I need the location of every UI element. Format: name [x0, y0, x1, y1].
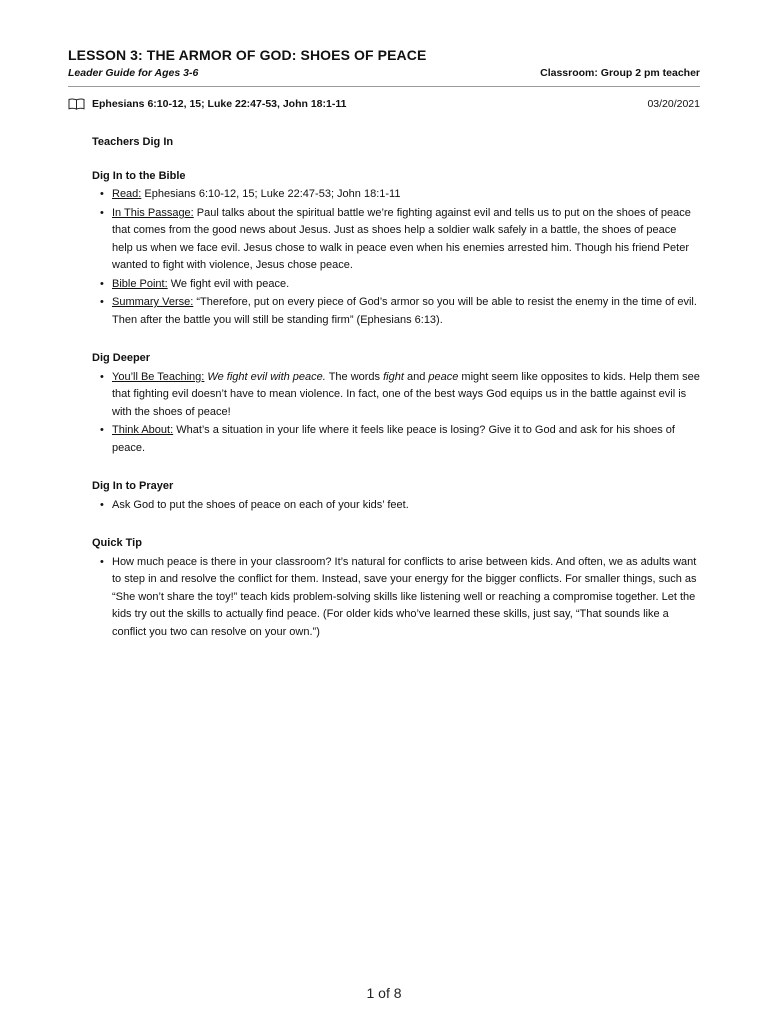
item-label: Think About: [112, 424, 174, 436]
item-label: Bible Point: [112, 277, 168, 290]
lesson-content [92, 134, 700, 662]
item-text: might seem like opposites to kids. Help them see that fighting evil doesn’t have to mean violence. In fact, one of the best ways God equips us in the battle against evil is with the shoes of peace! [112, 370, 700, 418]
item-text: Ask God to put the shoes of peace on each of your kids’ feet. [112, 498, 409, 511]
section-title: Quick Tip [92, 537, 142, 549]
section-title: Dig In to the Bible [92, 169, 186, 182]
header-divider [68, 86, 700, 87]
item-text: We fight evil with peace. [167, 277, 290, 290]
bullet-list [92, 369, 700, 458]
item-label: In This Passage: [112, 206, 194, 219]
page-indicator: 1 of 8 [366, 985, 402, 1001]
document-header [68, 46, 700, 80]
scripture-references [68, 97, 346, 111]
item-text: The words [325, 370, 384, 383]
item-label: Read: [112, 188, 142, 200]
item-label: You’ll Be Teaching: [112, 370, 205, 383]
item-emphasis: fight [383, 370, 404, 383]
bullet-list [92, 497, 700, 515]
section-dig-deeper [92, 350, 700, 457]
scripture-text: Ephesians 6:10-12, 15; Luke 22:47-53, John 18:1-11 [92, 98, 347, 110]
list-item-think-about [112, 422, 700, 457]
section-prayer [92, 478, 700, 514]
scripture-bar [68, 97, 700, 111]
bullet-list [92, 554, 700, 642]
item-text: “Therefore, put on every piece of God’s armor so you will be able to resist the enemy in the time of evil. Then after the battle you will still be standing firm” (Ephesians 6:13). [112, 296, 697, 326]
book-icon [68, 98, 85, 110]
subheader [68, 66, 700, 80]
item-emphasis: peace [428, 370, 459, 383]
list-item-passage [112, 205, 700, 275]
item-text: How much peace is there in your classroom? It’s natural for conflicts to arise between kids. And often, we as adults want to step in and resolve the conflict for them. Instead, save your energy for the bigger conflicts. For smaller things, such as “She won’t share the toy!” teach kids problem-solving skills like listening well or reaching a compromise together. Let the kids try out the skills to actually find peace. (For older kids who’ve learned these skills, just say, “That sounds like a conflict you two can resolve on your own.”) [112, 555, 697, 638]
list-item-bible-point [112, 276, 700, 294]
item-text: What’s a situation in your life where it feels like peace is losing? Give it to God and ask for his shoes of peace. [112, 424, 675, 454]
lesson-title: LESSON 3: THE ARMOR OF GOD: SHOES OF PEACE [68, 47, 427, 63]
item-label: Summary Verse: [112, 296, 194, 308]
item-text: Paul talks about the spiritual battle we’re fighting against evil and tells us to put on the shoes of peace that comes from the good news about Jesus. Just as shoes help a soldier walk safely in a battle, the shoes of peace help us when we face evil. Jesus chose to walk in peace even when his enemies arrested him. Though his friend Peter wanted to fight with violence, Jesus chose peace. [112, 206, 691, 271]
list-item-summary-verse [112, 294, 700, 329]
section-title: Dig In to Prayer [92, 480, 174, 492]
section-bible [92, 168, 700, 330]
item-emphasis: We fight evil with peace. [207, 370, 326, 383]
item-text: Ephesians 6:10-12, 15; Luke 22:47-53; John 18:1-11 [141, 188, 401, 200]
list-item-read [112, 186, 700, 204]
classroom-label: Classroom: Group 2 pm teacher [540, 67, 700, 79]
bullet-list [92, 186, 700, 329]
lesson-date: 03/20/2021 [647, 98, 700, 110]
list-item-prayer [112, 497, 700, 515]
section-title: Dig Deeper [92, 352, 151, 364]
section-quick-tip [92, 535, 700, 641]
guide-label: Leader Guide for Ages 3-6 [68, 67, 199, 79]
intro-heading: Teachers Dig In [92, 136, 174, 148]
item-text: and [403, 370, 429, 383]
list-item-tip [112, 554, 700, 642]
list-item-teaching [112, 369, 700, 422]
